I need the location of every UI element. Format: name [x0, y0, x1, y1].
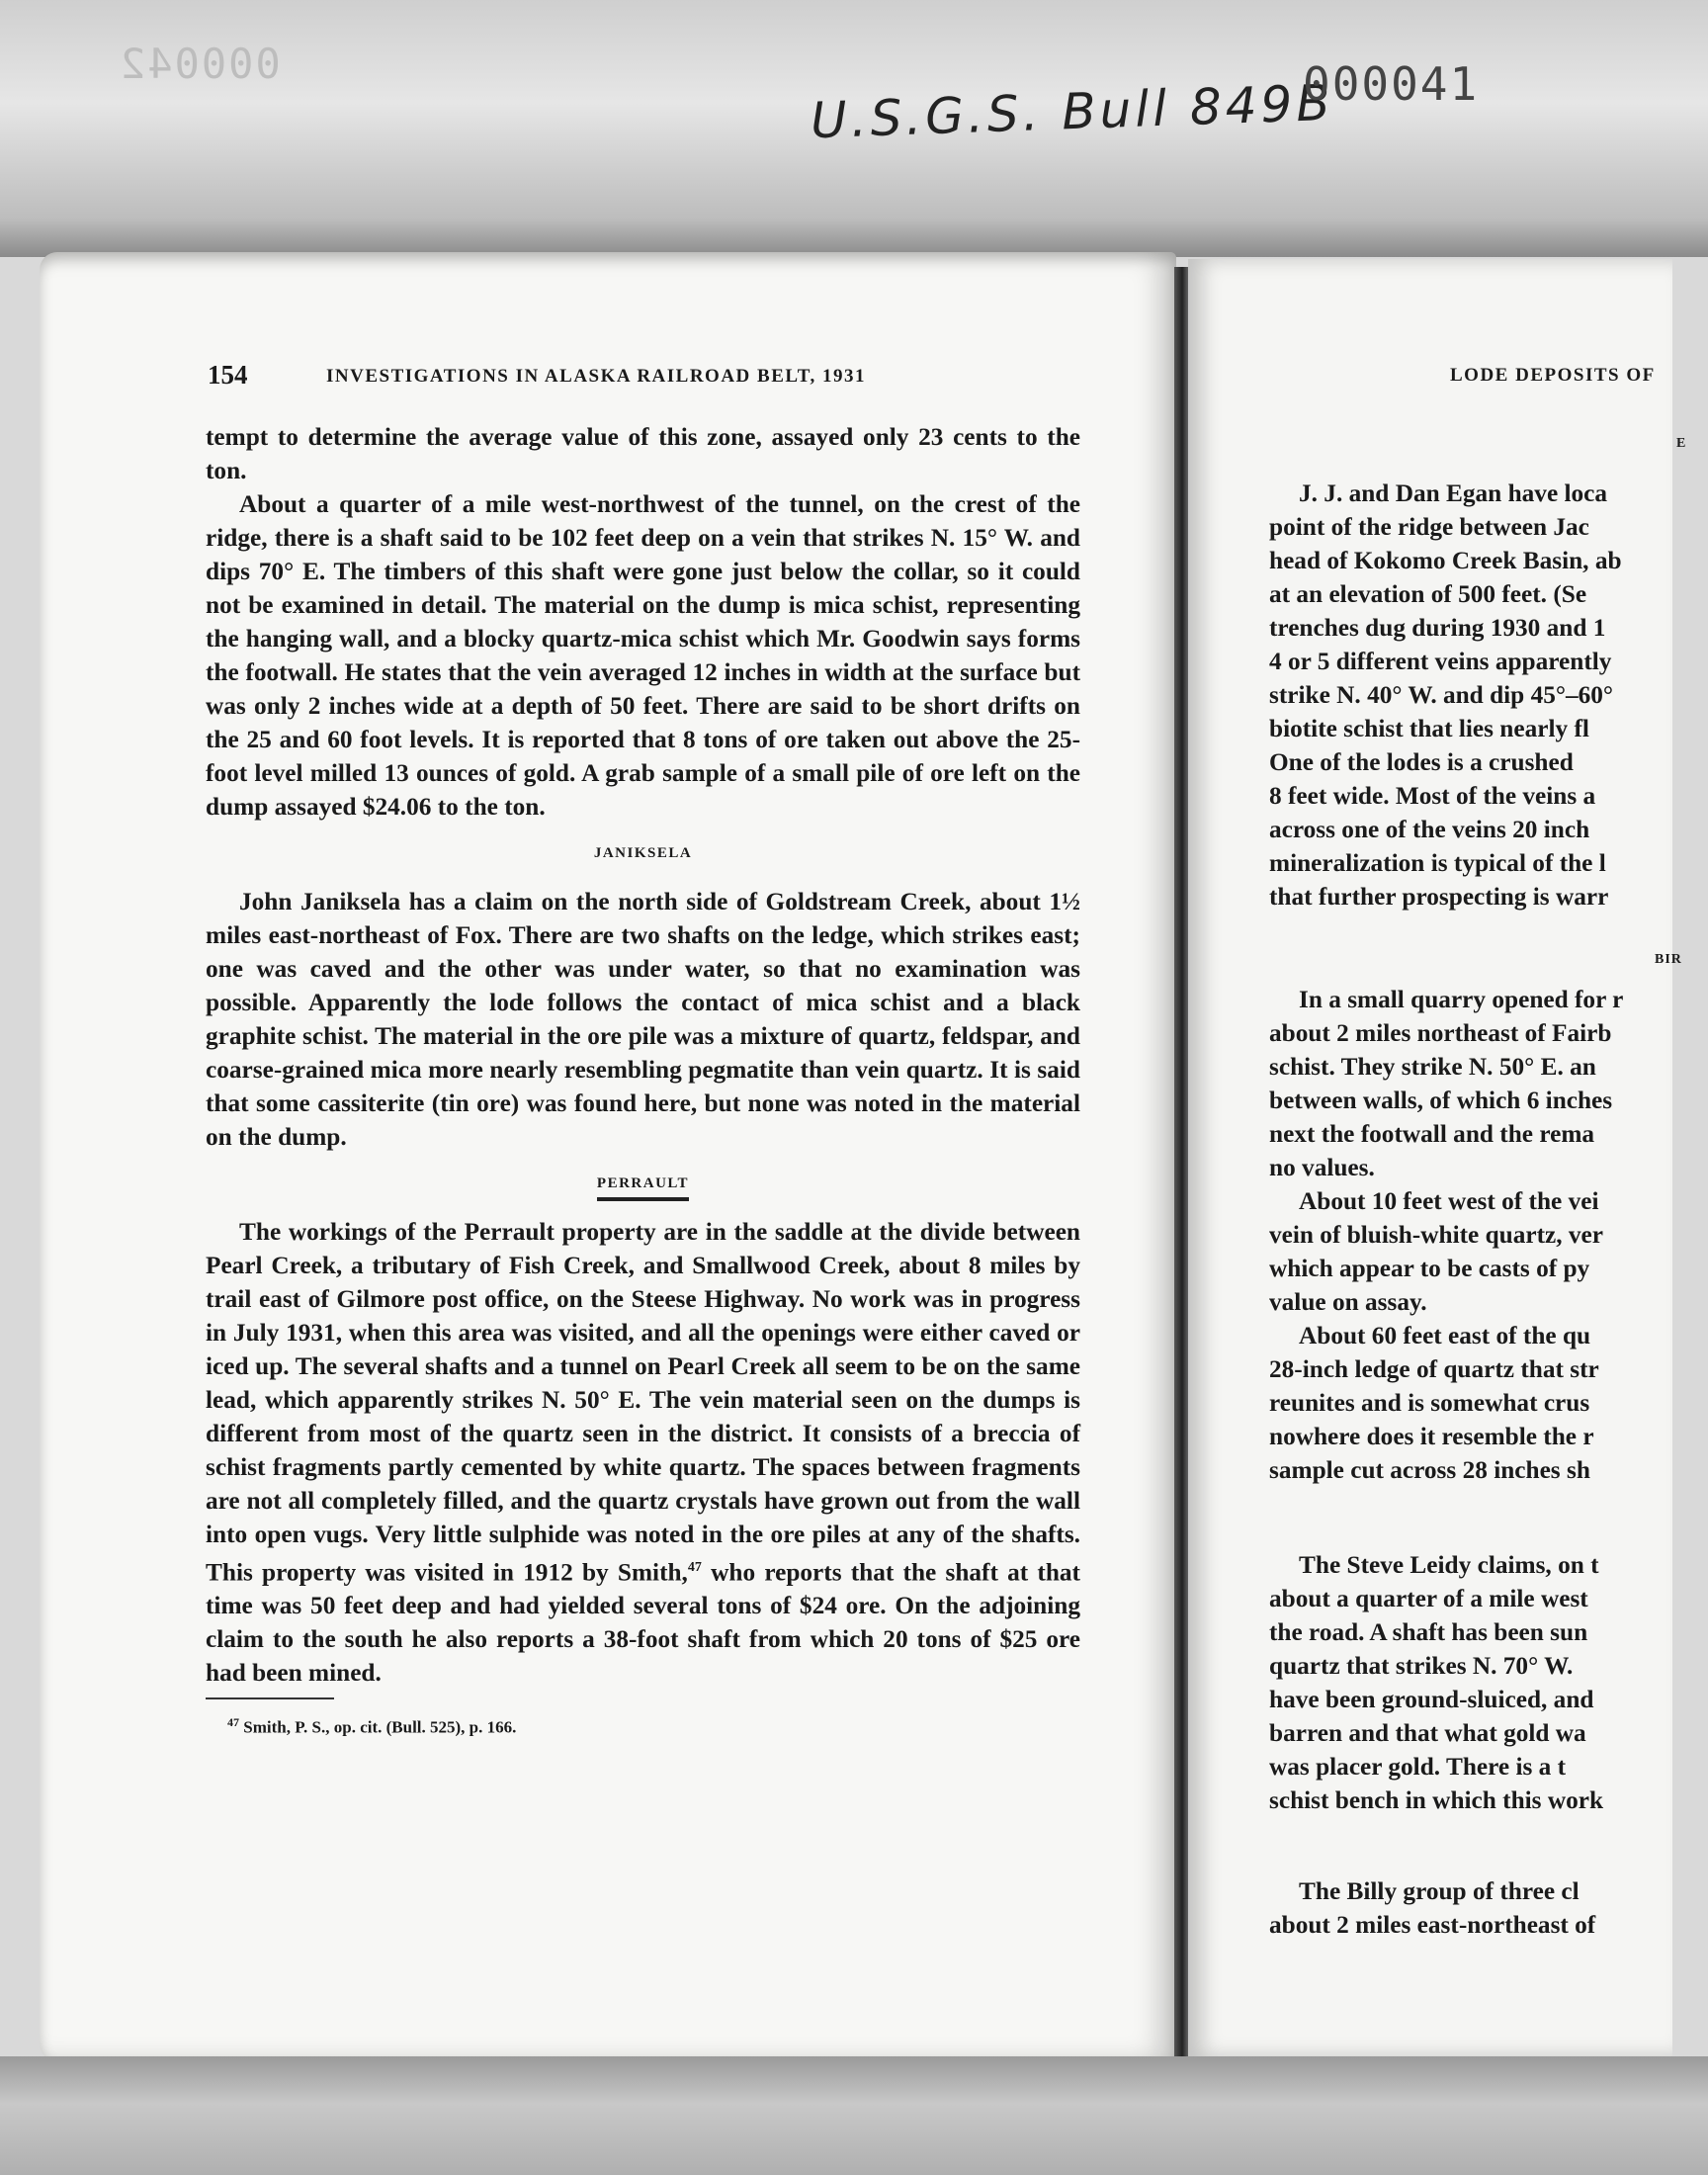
right-text-line: that further prospecting is warr	[1269, 883, 1609, 911]
right-text-line: J. J. and Dan Egan have loca	[1299, 479, 1608, 507]
heading-text: PERRAULT	[597, 1170, 689, 1201]
left-page-header	[208, 360, 1082, 393]
right-section-heading: BIR	[1655, 952, 1682, 967]
section-heading-perrault	[206, 1170, 1080, 1197]
right-text-line: 4 or 5 different veins apparently	[1269, 648, 1612, 675]
right-text-line: about 2 miles northeast of Fairb	[1269, 1019, 1612, 1047]
right-text-line: about 2 miles east-northeast of	[1269, 1911, 1596, 1939]
right-text-line: across one of the veins 20 inch	[1269, 816, 1590, 843]
right-text-line: the road. A shaft has been sun	[1269, 1618, 1588, 1646]
right-text-line: schist bench in which this work	[1269, 1786, 1604, 1814]
footnote-rule	[206, 1697, 334, 1699]
right-text-line: have been ground-sluiced, and	[1269, 1686, 1594, 1713]
right-text-line: barren and that what gold wa	[1269, 1719, 1586, 1747]
footnote-number: 47	[227, 1715, 239, 1730]
right-text-line: 8 feet wide. Most of the veins a	[1269, 782, 1596, 810]
right-page	[1188, 259, 1687, 2056]
right-text-line: trenches dug during 1930 and 1	[1269, 614, 1606, 642]
paragraph-perrault	[206, 1215, 1080, 1690]
paragraph-janiksela: John Janiksela has a claim on the north side of Goldstream Creek, about 1½ miles east-northeast of Fox. There are two shafts on the ledge, which strikes east; one was caved and the other was under water, so that no examination was possible. Apparently the lode follows the contact of mica schist and a black graphite schist. The material in the ore pile was a mixture of quartz, feldspar, and coarse-grained mica more nearly resembling pegmatite than vein quartz. It is said that some cassiterite (tin ore) was found here, but none was noted in the material on the dump.	[206, 888, 1080, 1151]
right-text-line: at an elevation of 500 feet. (Se	[1269, 580, 1587, 608]
bleed-through-number: 000042	[119, 40, 281, 88]
right-text-line: About 10 feet west of the vei	[1299, 1187, 1599, 1215]
right-text-line: nowhere does it resemble the r	[1269, 1423, 1594, 1450]
right-text-line: schist. They strike N. 50° E. an	[1269, 1053, 1596, 1081]
footnote-text: Smith, P. S., op. cit. (Bull. 525), p. 166.	[243, 1718, 517, 1738]
right-text-line: about a quarter of a mile west	[1269, 1585, 1588, 1612]
paragraph-shaft: About a quarter of a mile west-northwest of the tunnel, on the crest of the ridge, there is a shaft said to be 102 feet deep on a vein that strikes N. 15° W. and dips 70° E. The timbers of this shaft were gone just below the collar, so it could not be examined in detail. The material on the dump is mica schist, representing the hanging wall, and a blocky quartz-mica schist which Mr. Goodwin says forms the footwall. He states that the vein averaged 12 inches in width at the surface but was only 2 inches wide at a depth of 50 feet. There are said to be short drifts on the 25 and 60 foot levels. It is reported that 8 tons of ore taken out above the 25-foot level milled 13 ounces of gold. A grab sample of a small pile of ore left on the dump assayed $24.06 to the ton.	[206, 490, 1080, 821]
right-text-line: The Billy group of three cl	[1299, 1877, 1580, 1905]
section-heading-janiksela	[206, 839, 1080, 867]
right-text-line: was placer gold. There is a t	[1269, 1753, 1567, 1781]
paragraph-text-end: who reports that the shaft at that time was 50 feet deep and had yielded several tons of $24 ore. On the adjoining claim to the south he also reports a 38-foot shaft from which 20 tons of $25 ore had been mined.	[206, 1558, 1080, 1688]
scanner-background-bottom	[0, 2056, 1708, 2175]
right-text-line: vein of bluish-white quartz, ver	[1269, 1221, 1603, 1249]
right-text-line: point of the ridge between Jac	[1269, 513, 1589, 541]
right-text-line: The Steve Leidy claims, on t	[1299, 1551, 1599, 1579]
right-text-line: quartz that strikes N. 70° W.	[1269, 1652, 1574, 1680]
right-text-line: About 60 feet east of the qu	[1299, 1322, 1591, 1349]
right-text-line: 28-inch ledge of quartz that str	[1269, 1355, 1599, 1383]
footnote	[206, 1707, 1080, 1743]
right-text-line: sample cut across 28 inches sh	[1269, 1456, 1590, 1484]
paragraph-text: The workings of the Perrault property are in the saddle at the divide between Pearl Creek, a tributary of Fish Creek, and Smallwood Creek, about 8 miles by trail east of Gilmore post office, on the Steese Highway. No work was in progress in July 1931, when this area was visited, and all the openings were either caved or iced up. The several shafts and a tunnel on Pearl Creek all seem to be on the same lead, which apparently strikes N. 50° E. The vein material seen on the dumps is different from most of the quartz seen in the district. It consists of a breccia of schist fragments partly cemented by white quartz. The spaces between fragments are not all completely filled, and the quartz crystals have grown out from the wall into open vugs. Very little sulphide was noted in the ore piles at any of the shafts. This property was visited in 1912 by Smith,	[206, 1218, 1080, 1587]
right-text-line: One of the lodes is a crushed	[1269, 748, 1574, 776]
right-text-line: biotite schist that lies nearly fl	[1269, 715, 1589, 742]
right-text-line: mineralization is typical of the l	[1269, 849, 1606, 877]
paragraph-continuation: tempt to determine the average value of this zone, assayed only 23 cents to the ton.	[206, 423, 1080, 484]
running-head: INVESTIGATIONS IN ALASKA RAILROAD BELT, 1931	[326, 366, 867, 387]
right-text-line: strike N. 40° W. and dip 45°–60°	[1269, 681, 1614, 709]
right-section-heading: E	[1676, 436, 1687, 451]
page-number: 154	[208, 360, 248, 390]
right-text-line: no values.	[1269, 1154, 1375, 1181]
right-text-line: next the footwall and the rema	[1269, 1120, 1595, 1148]
right-text-line: which appear to be casts of py	[1269, 1255, 1590, 1282]
right-text-line: value on assay.	[1269, 1288, 1427, 1316]
right-text-line: reunites and is somewhat crus	[1269, 1389, 1590, 1417]
heading-text: JANIKSELA	[593, 845, 693, 861]
footnote-reference: 47	[687, 1560, 702, 1575]
right-running-head: LODE DEPOSITS OF	[1450, 365, 1656, 386]
right-text-line: In a small quarry opened for r	[1299, 986, 1624, 1013]
right-text-line: head of Kokomo Creek Basin, ab	[1269, 547, 1622, 574]
handwritten-note: U.S.G.S. Bull 849B	[810, 73, 1335, 150]
left-page-body	[206, 420, 1080, 1743]
right-text-line: between walls, of which 6 inches	[1269, 1087, 1613, 1114]
document-stamp-number: 000041	[1303, 57, 1480, 111]
